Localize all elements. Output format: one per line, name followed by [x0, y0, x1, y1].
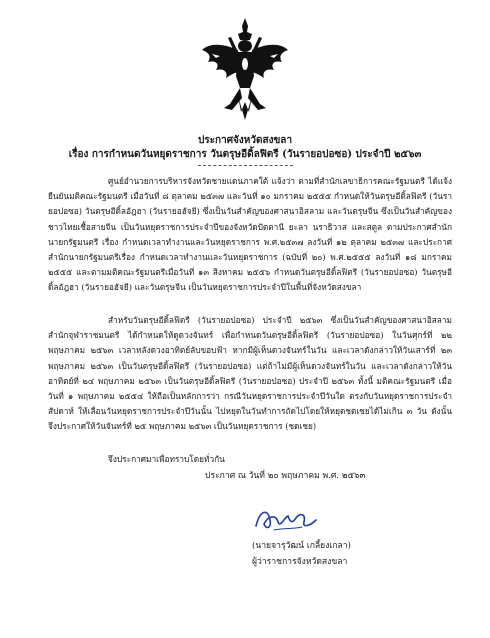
title-divider [198, 165, 293, 166]
body-paragraph-1: ศูนย์อำนวยการบริหารจังหวัดชายแดนภาคใต้ แจ้งว่า ตามที่สำนักเลขาธิการคณะรัฐมนตรี ได้แจ้งยืนยันมติคณะรัฐมนตรี เมื่อวันที่ ๘ ตุลาคม ๒๕๓๗ และวันที่ ๑๐ มกราคม ๒๕๕๕ กำหนดให้วันตรุษอีดิ้ลฟิตรี (วันรายอปอซอ) วันตรุษอีดิ้ลอัฎฮา (วันรายอฮัจยี) ซึ่งเป็นวันสำคัญของศาสนาอิสลาม และวันตรุษจีน ซึ่งเป็นวันสำคัญของชาวไทยเชื้อสายจีน เป็นวันหยุดราชการประจำปีของจังหวัดปัตตานี ยะลา นราธิวาส และสตูล ตามประกาศสำนักนายกรัฐมนตรี เรื่อง กำหนดเวลาทำงานและวันหยุดราชการ พ.ศ.๒๕๓๗ ลงวันที่ ๑๒ ตุลาคม ๒๕๓๗ และประกาศสำนักนายกรัฐมนตรีเรื่อง กำหนดเวลาทำงานและวันหยุดราชการ (ฉบับที่ ๒๐) พ.ศ.๒๕๕๕ ลงวันที่ ๑๘ มกราคม ๒๕๕๕ และตามมติคณะรัฐมนตรีเมื่อวันที่ ๑๓ สิงหาคม ๒๕๕๖ กำหนดวันตรุษอีดิ้ลฟิตรี (วันรายอปอซอ) วันตรุษอีดิ้ลอัฎฮา (วันรายอฮัจยี) และวันตรุษจีน เป็นวันหยุดราชการประจำปีในพื้นที่จังหวัดสงขลา [48, 176, 452, 293]
announcement-date: ประกาศ ณ วันที่ ๒๐ พฤษภาคม พ.ศ. ๒๕๖๓ [205, 471, 366, 481]
handwritten-signature [250, 500, 320, 536]
closing-statement: จึงประกาศมาเพื่อทราบโดยทั่วกัน [108, 454, 225, 464]
signer-position: ผู้ว่าราชการจังหวัดสงขลา [252, 557, 348, 567]
document-subject: เรื่อง การกำหนดวันหยุดราชการ วันตรุษอีดิ้ลฟิตรี (วันรายอปอซอ) ประจำปี ๒๕๖๓ [68, 149, 422, 160]
signer-name: (นายจารุวัฒน์ เกลี้ยงเกลา) [252, 541, 351, 551]
garuda-emblem-icon [200, 16, 290, 124]
document-title: ประกาศจังหวัดสงขลา [197, 135, 293, 146]
body-paragraph-2: สำหรับวันตรุษอีดิ้ลฟิตรี (วันรายอปอซอ) ประจำปี ๒๕๖๓ ซึ่งเป็นวันสำคัญของศาสนาอิสลาม สำนักจุฬาราชมนตรี ได้กำหนดให้ดูดวงจันทร์ เพื่อกำหนดวันตรุษอีดิ้ลฟิตรี (วันรายอปอซอ) ในวันศุกร์ที่ ๒๒ พฤษภาคม ๒๕๖๓ เวลาหลังดวงอาทิตย์ลับขอบฟ้า หากมีผู้เห็นดวงจันทร์ในวัน และเวลาดังกล่าวให้วันเสาร์ที่ ๒๓ พฤษภาคม ๒๕๖๓ เป็นวันตรุษอีดิ้ลฟิตรี (วันรายอปอซอ) แต่ถ้าไม่มีผู้เห็นดวงจันทร์ในวัน และเวลาดังกล่าวให้วันอาทิตย์ที่ ๒๔ พฤษภาคม ๒๕๖๓ เป็นวันตรุษอีดิ้ลฟิตรี (วันรายอปอซอ) ประจำปี ๒๕๖๓ ทั้งนี้ มติคณะรัฐมนตรี เมื่อวันที่ ๑ พฤษภาคม ๒๕๕๔ ให้ถือเป็นหลักการว่า กรณีวันหยุดราชการประจำปีวันใด ตรงกับวันหยุดราชการประจำสัปดาห์ ให้เลื่อนวันหยุดราชการประจำปีวันนั้น ไปหยุดในวันทำการถัดไปโดยให้หยุดชดเชยได้ไม่เกิน ๓ วัน ดังนั้น จึงประกาศให้วันจันทร์ที่ ๒๕ พฤษภาคม ๒๕๖๓ เป็นวันหยุดราชการ (ชดเชย) [48, 315, 452, 432]
